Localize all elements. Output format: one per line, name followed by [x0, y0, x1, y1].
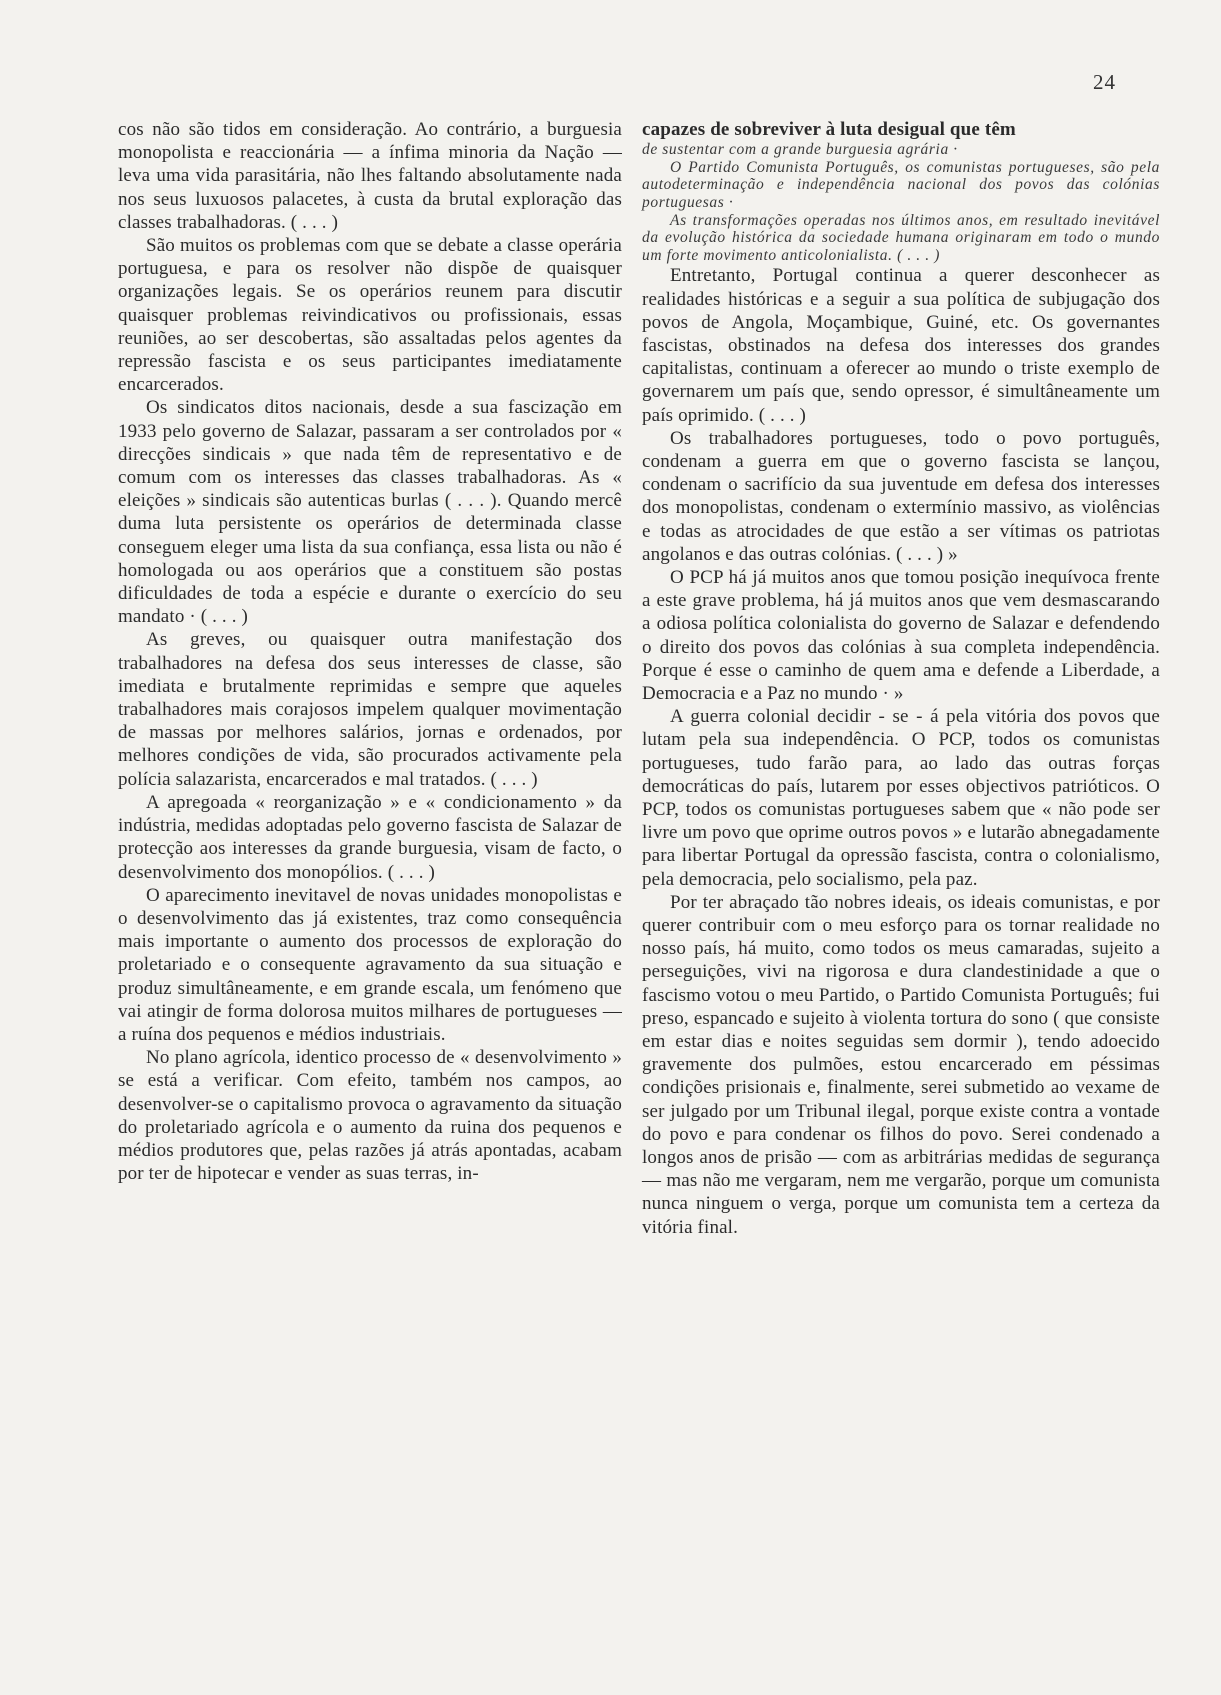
- right-column: [642, 118, 1160, 1239]
- right-paragraph-4: A guerra colonial decidir - se - á pela vitória dos povos que lutam pela sua independência. O PCP, todos os comunistas portugueses, tudo farão para, ao lado das outras forças democráticas do país, lutarem por esses objectivos patrióticos. O PCP, todos os comunistas portugueses sabem que « não pode ser livre um povo que oprime outros povos » e lutarão abnegadamente para libertar Portugal da opressão fascista, contra o colonialismo, pela democracia, pelo socialismo, pela paz.: [642, 706, 1160, 890]
- right-paragraph-5: Por ter abraçado tão nobres ideais, os ideais comunistas, e por querer contribuir com o meu esforço para os tornar realidade no nosso país, há muito, como todos os meus camaradas, sujeito a perseguições, vivi na rigorosa e dura clandestinidade a que o fascismo votou o meu Partido, o Partido Comunista Português; fui preso, espancado e sujeito à violenta tortura do sono ( que consiste em estar dias e noites seguidas sem dormir ), tendo adoecido gravemente dos pulmões, estou encarcerado em péssimas condições prisionais e, finalmente, serei submetido ao vexame de ser julgado por um Tribunal ilegal, porque existe contra a vontade do povo e para condenar os filhos do povo. Serei condenado a longos anos de prisão — com as arbitrárias medidas de segurança — mas não me vergaram, nem me vergarão, porque um comunista nunca ninguem o verga, porque um comunista tem a certeza da vitória final.: [642, 891, 1160, 1238]
- quote-line-1: de sustentar com a grande burguesia agrária ·: [642, 141, 958, 159]
- right-lead-line: capazes de sobreviver à luta desigual que têm: [642, 119, 1016, 140]
- left-column: [118, 118, 622, 1185]
- left-paragraph-1: cos não são tidos em consideração. Ao contrário, a burguesia monopolista e reaccionária — a ínfima minoria da Nação — leva uma vida parasitária, não lhes faltando absolutamente nada nos seus luxuosos palacetes, à custa da brutal exploração das classes trabalhadoras. ( . . . ): [118, 119, 622, 233]
- left-paragraph-5: A apregoada « reorganização » e « condicionamento » da indústria, medidas adoptadas pelo governo fascista de Salazar de protecção aos interesses da grande burguesia, visam de facto, o desenvolvimento dos monopólios. ( . . . ): [118, 791, 622, 883]
- right-paragraph-3: O PCP há já muitos anos que tomou posição inequívoca frente a este grave problema, há já muitos anos que vem desmascarando a odiosa política colonialista do governo de Salazar e defendendo o direito dos povos das colónias à sua completa independência. Porque é esse o caminho de quem ama e defende a Liberdade, a Democracia e a Paz no mundo · »: [642, 567, 1160, 705]
- quote-line-3: As transformações operadas nos últimos anos, em resultado inevitável da evolução histórica da sociedade humana originaram em todo o mundo um forte movimento anticolonialista. ( . . . ): [642, 211, 1160, 264]
- right-paragraph-1: Entretanto, Portugal continua a querer desconhecer as realidades históricas e a seguir a sua política de subjugação dos povos de Angola, Moçambique, Guiné, etc. Os governantes fascistas, obstinados na defesa dos interesses dos grandes capitalistas, continuam a oferecer ao mundo o triste exemplo de governarem um país que, sendo opressor, é simultâneamente um país oprimido. ( . . . ): [642, 265, 1160, 426]
- left-paragraph-4: As greves, ou quaisquer outra manifestação dos trabalhadores na defesa dos seus interesses de classe, são imediata e brutalmente reprimidas e sempre que aqueles trabalhadores mais corajosos impelem qualquer movimentação de massas por melhores salários, jornas e ordenados, por melhores condições de vida, são procurados activamente pela polícia salazarista, encarcerados e mal tratados. ( . . . ): [118, 629, 622, 790]
- page-number: 24: [1093, 70, 1116, 94]
- left-paragraph-6: O aparecimento inevitavel de novas unidades monopolistas e o desenvolvimento das já existentes, traz como consequência mais importante o aumento dos processos de exploração do proletariado e o consequente agravamento da sua situação e produz simultâneamente, e em grande escala, um fenómeno que vai atingir de forma dolorosa muitos milhares de portugueses — a ruína dos pequenos e médios industriais.: [118, 884, 622, 1045]
- left-paragraph-3: Os sindicatos ditos nacionais, desde a sua fascização em 1933 pelo governo de Salazar, passaram a ser controlados por « direcções sindicais » que nada têm de representativo e de comum com os interesses das classes trabalhadoras. As « eleições » sindicais são autenticas burlas ( . . . ). Quando mercê duma luta persistente os operários de determinada classe conseguem eleger uma lista da sua confiança, essa lista ou não é homologada ou aos operários que a constituem são postas dificuldades de toda a espécie e durante o exercício do seu mandato · ( . . . ): [118, 397, 622, 628]
- left-paragraph-7: No plano agrícola, identico processo de « desenvolvimento » se está a verificar. Com efeito, também nos campos, ao desenvolver-se o capitalismo provoca o agravamento da situação do proletariado agrícola e o aumento da ruina dos pequenos e médios produtores que, pelas razões já atrás apontadas, acabam por ter de hipotecar e vender as suas terras, in-: [118, 1047, 622, 1185]
- quote-line-2: O Partido Comunista Português, os comunistas portugueses, são pela autodeterminação e independência nacional dos povos das colónias portuguesas ·: [642, 158, 1160, 211]
- left-paragraph-2: São muitos os problemas com que se debate a classe operária portuguesa, e para os resolver não dispõe de quaisquer organizações legais. Se os operários reunem para discutir quaisquer problemas reivindicativos ou profissionais, essas reuniões, ao ser descobertas, são assaltadas pelos agentes da repressão fascista e os seus participantes imediatamente encarcerados.: [118, 235, 622, 396]
- right-paragraph-2: Os trabalhadores portugueses, todo o povo português, condenam a guerra em que o governo fascista se lançou, condenam o sacrifício da sua juventude em defesa dos interesses dos monopolistas, condenam o extermínio massivo, as violências e todas as atrocidades de que estão a ser vítimas os patriotas angolanos e das outras colónias. ( . . . ) »: [642, 427, 1160, 565]
